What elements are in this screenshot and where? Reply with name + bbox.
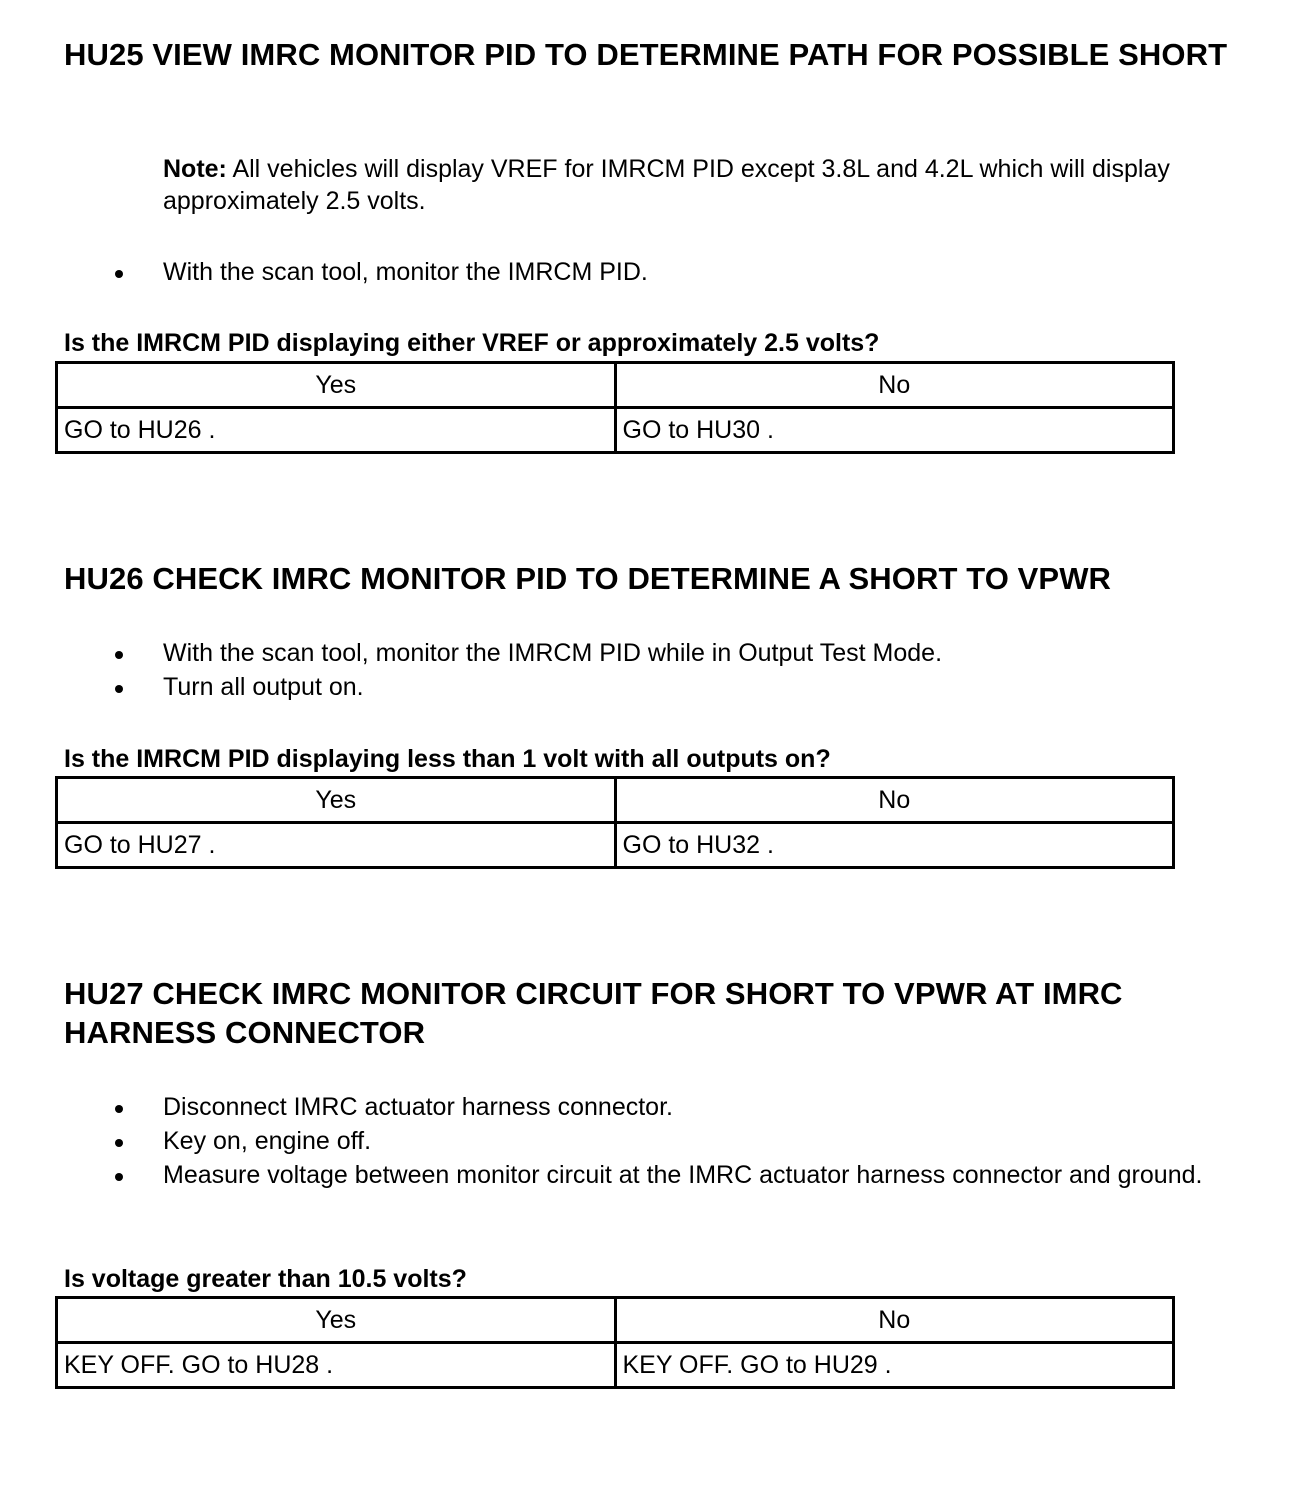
bullet-icon (115, 651, 123, 659)
step-item (0, 1159, 1260, 1192)
bullet-icon (115, 1105, 123, 1113)
note-hu25 (163, 153, 1243, 217)
section-heading-hu27: HU27 CHECK IMRC MONITOR CIRCUIT FOR SHORT TO VPWR AT IMRC HARNESS CONNECTOR (64, 976, 1123, 1050)
step-item (0, 637, 1260, 670)
decision-table-hu25 (55, 361, 1175, 454)
question-hu25: Is the IMRCM PID displaying either VREF or approximately 2.5 volts? (64, 329, 880, 357)
table-row (57, 1343, 1174, 1388)
note-text: All vehicles will display VREF for IMRCM PID except 3.8L and 4.2L which will display approximately 2.5 volts. (163, 155, 1170, 215)
table-row (57, 408, 1174, 453)
table-header-row (57, 1298, 1174, 1343)
section-heading-hu26: HU26 CHECK IMRC MONITOR PID TO DETERMINE A SHORT TO VPWR (64, 561, 1112, 596)
step-list-hu27 (0, 1091, 1260, 1193)
step-list-hu25 (0, 256, 1260, 290)
step-item (0, 256, 1260, 289)
step-list-hu26 (0, 637, 1260, 705)
bullet-icon (115, 685, 123, 693)
note-label: Note: (163, 155, 227, 183)
bullet-icon (115, 1173, 123, 1181)
yes-action: KEY OFF. GO to HU28 . (57, 1343, 616, 1388)
step-text: Key on, engine off. (163, 1127, 372, 1155)
step-item (0, 1125, 1260, 1158)
table-header-row (57, 778, 1174, 823)
no-action: KEY OFF. GO to HU29 . (615, 1343, 1174, 1388)
table-row (57, 823, 1174, 868)
yes-header: Yes (57, 1298, 616, 1343)
table-header-row (57, 363, 1174, 408)
yes-action: GO to HU26 . (57, 408, 616, 453)
bullet-icon (115, 1139, 123, 1147)
no-action: GO to HU30 . (615, 408, 1174, 453)
step-text: Measure voltage between monitor circuit at the IMRC actuator harness connector and ground. (163, 1161, 1203, 1189)
step-item (0, 671, 1260, 704)
decision-table-hu27 (55, 1296, 1175, 1389)
step-text: With the scan tool, monitor the IMRCM PID. (163, 258, 648, 286)
no-header: No (615, 778, 1174, 823)
bullet-icon (115, 270, 123, 278)
section-heading-hu25: HU25 VIEW IMRC MONITOR PID TO DETERMINE PATH FOR POSSIBLE SHORT (64, 37, 1228, 72)
no-header: No (615, 1298, 1174, 1343)
yes-action: GO to HU27 . (57, 823, 616, 868)
step-text: With the scan tool, monitor the IMRCM PID while in Output Test Mode. (163, 639, 943, 667)
step-item (0, 1091, 1260, 1124)
step-text: Turn all output on. (163, 673, 364, 701)
step-text: Disconnect IMRC actuator harness connector. (163, 1093, 673, 1121)
question-hu26: Is the IMRCM PID displaying less than 1 volt with all outputs on? (64, 745, 831, 773)
decision-table-hu26 (55, 776, 1175, 869)
question-hu27: Is voltage greater than 10.5 volts? (64, 1265, 467, 1293)
no-action: GO to HU32 . (615, 823, 1174, 868)
yes-header: Yes (57, 363, 616, 408)
no-header: No (615, 363, 1174, 408)
yes-header: Yes (57, 778, 616, 823)
